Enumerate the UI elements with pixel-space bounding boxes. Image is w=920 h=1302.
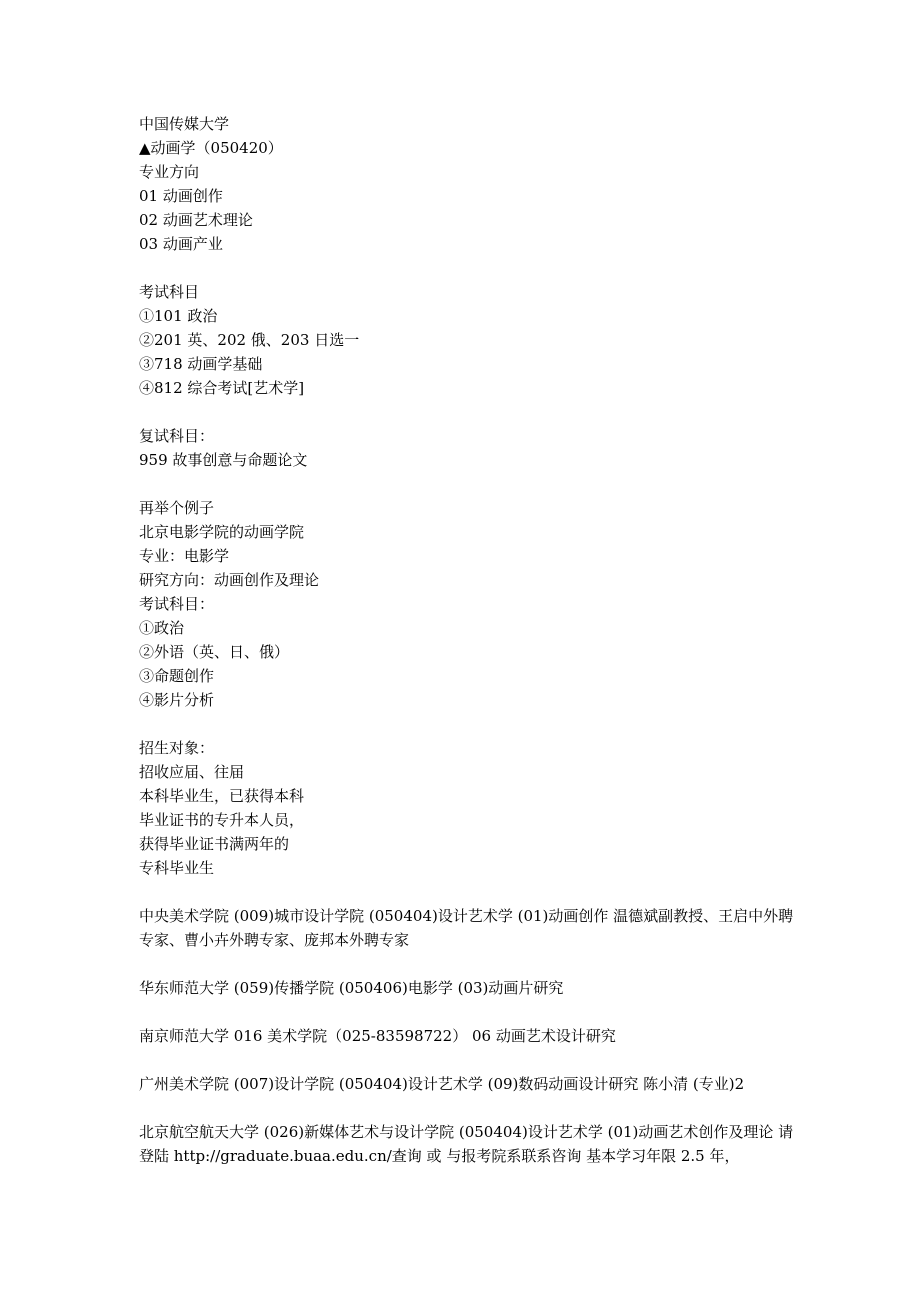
exam-item: ②201 英、202 俄、203 日选一 (139, 331, 360, 349)
exam-item: ①政治 (139, 619, 185, 637)
enrollment-line: 毕业证书的专升本人员， (139, 811, 305, 829)
school-entry: 中央美术学院 (009)城市设计学院 (050404)设计艺术学 (01)动画创作 温德斌副教授、王启中外聘专家、曹小卉外聘专家、庞邦本外聘专家 (139, 907, 794, 949)
direction-item: 01 动画创作 (139, 187, 223, 205)
direction-item: 02 动画艺术理论 (139, 211, 253, 229)
school-entry: 广州美术学院 (007)设计学院 (050404)设计艺术学 (09)数码动画设计研究 陈小清 (专业)2 (139, 1075, 745, 1093)
exam-item: ④影片分析 (139, 691, 215, 709)
major-line: 专业：电影学 (139, 547, 230, 565)
exam-item: ③命题创作 (139, 667, 215, 685)
enrollment-line: 本科毕业生，已获得本科 (139, 787, 305, 805)
exam-item: ②外语（英、日、俄） (139, 643, 290, 661)
direction-item: 03 动画产业 (139, 235, 223, 253)
school-entry: 南京师范大学 016 美术学院（025-83598722） 06 动画艺术设计研究 (139, 1027, 616, 1045)
school-entry: 华东师范大学 (059)传播学院 (050406)电影学 (03)动画片研究 (139, 979, 564, 997)
exam-heading: 考试科目 (139, 283, 200, 301)
major-title: ▲动画学（050420） (139, 139, 283, 157)
school-name: 中国传媒大学 (139, 115, 230, 133)
document-page (139, 112, 799, 1168)
example-intro: 再举个例子 (139, 499, 215, 517)
enrollment-line: 招收应届、往届 (139, 763, 245, 781)
exam-item: ①101 政治 (139, 307, 218, 325)
school-name: 北京电影学院的动画学院 (139, 523, 305, 541)
retest-item: 959 故事创意与命题论文 (139, 451, 308, 469)
direction-heading: 专业方向 (139, 163, 200, 181)
enrollment-heading: 招生对象： (139, 739, 215, 757)
retest-heading: 复试科目： (139, 427, 215, 445)
exam-heading: 考试科目： (139, 595, 215, 613)
enrollment-line: 获得毕业证书满两年的 (139, 835, 290, 853)
exam-item: ③718 动画学基础 (139, 355, 263, 373)
direction-line: 研究方向：动画创作及理论 (139, 571, 320, 589)
exam-item: ④812 综合考试[艺术学] (139, 379, 305, 397)
school-entry: 北京航空航天大学 (026)新媒体艺术与设计学院 (050404)设计艺术学 (01)动画艺术创作及理论 请登陆 http://graduate.buaa.edu.cn/查询 或 与报考院系联系咨询 基本学习年限 2.5 年， (139, 1123, 794, 1165)
enrollment-line: 专科毕业生 (139, 859, 215, 877)
